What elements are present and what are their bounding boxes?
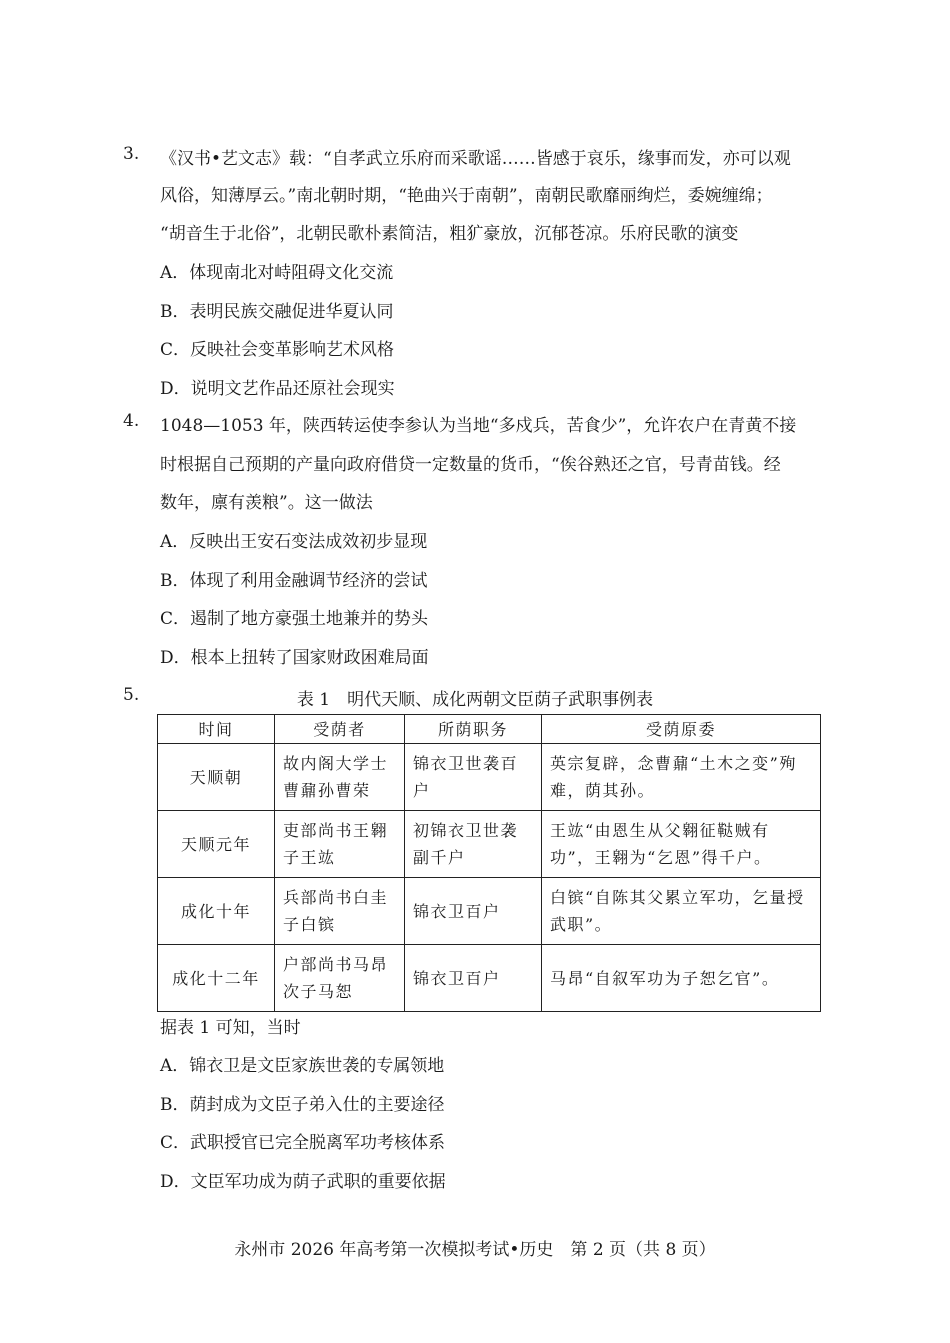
table-cell: 锦衣卫百户 bbox=[405, 878, 542, 945]
option-c[interactable]: C．武职授官已完全脱离军功考核体系 bbox=[160, 1133, 446, 1153]
option-d[interactable]: D．根本上扭转了国家财政困难局面 bbox=[160, 648, 429, 668]
table-cell: 初锦衣卫世袭副千户 bbox=[405, 811, 542, 878]
option-b[interactable]: B．体现了利用金融调节经济的尝试 bbox=[160, 571, 428, 591]
table-cell: 锦衣卫百户 bbox=[405, 945, 542, 1012]
table-cell: 故内阁大学士曹鼐孙曹荣 bbox=[275, 744, 405, 811]
option-c[interactable]: C．反映社会变革影响艺术风格 bbox=[160, 340, 395, 360]
question-stem-line: 1048—1053 年，陕西转运使李参认为当地“多戍兵，苦食少”，允许农户在青黄不接 bbox=[160, 416, 797, 436]
question-number: 3. bbox=[123, 144, 140, 164]
data-table bbox=[157, 714, 821, 1012]
question-stem-line: 时根据自己预期的产量向政府借贷一定数量的货币，“俟谷熟还之官，号青苗钱。经 bbox=[160, 455, 781, 475]
question-stem-line: 据表 1 可知，当时 bbox=[160, 1018, 301, 1038]
option-b[interactable]: B．荫封成为文臣子弟入仕的主要途径 bbox=[160, 1095, 445, 1115]
question-stem-line: 《汉书•艺文志》载：“自孝武立乐府而采歌谣……皆感于哀乐，缘事而发，亦可以观 bbox=[160, 149, 791, 169]
option-d[interactable]: D．说明文艺作品还原社会现实 bbox=[160, 379, 395, 399]
table-cell: 兵部尚书白圭子白镔 bbox=[275, 878, 405, 945]
table-row bbox=[158, 945, 821, 1012]
option-d[interactable]: D．文臣军功成为荫子武职的重要依据 bbox=[160, 1172, 446, 1192]
question-number: 5. bbox=[123, 685, 140, 705]
option-a[interactable]: A．反映出王安石变法成效初步显现 bbox=[160, 532, 428, 552]
option-a[interactable]: A．锦衣卫是文臣家族世袭的专属领地 bbox=[160, 1056, 445, 1076]
table-cell: 成化十二年 bbox=[158, 945, 275, 1012]
table-header-row bbox=[158, 715, 821, 744]
table-cell: 户部尚书马昂次子马恕 bbox=[275, 945, 405, 1012]
header-cell: 受荫原委 bbox=[542, 715, 821, 744]
table-caption: 表 1 明代天顺、成化两朝文臣荫子武职事例表 bbox=[296, 690, 654, 710]
option-c[interactable]: C．遏制了地方豪强土地兼并的势头 bbox=[160, 609, 429, 629]
table-cell: 马昂“自叙军功为子恕乞官”。 bbox=[542, 945, 821, 1012]
table-cell: 王竑“由恩生从父翱征鞑贼有功”，王翱为“乞恩”得千户。 bbox=[542, 811, 821, 878]
table-cell: 锦衣卫世袭百户 bbox=[405, 744, 542, 811]
header-cell: 受荫者 bbox=[275, 715, 405, 744]
table-row bbox=[158, 878, 821, 945]
page-footer: 永州市 2026 年高考第一次模拟考试•历史 第 2 页（共 8 页） bbox=[234, 1240, 716, 1260]
table-cell: 天顺朝 bbox=[158, 744, 275, 811]
table-row bbox=[158, 744, 821, 811]
question-stem-line: “胡音生于北俗”，北朝民歌朴素简洁，粗犷豪放，沉郁苍凉。乐府民歌的演变 bbox=[160, 224, 739, 244]
table-cell: 天顺元年 bbox=[158, 811, 275, 878]
option-b[interactable]: B．表明民族交融促进华夏认同 bbox=[160, 302, 394, 322]
question-stem-line: 数年，廪有羡粮”。这一做法 bbox=[160, 493, 373, 513]
question-number: 4. bbox=[123, 411, 140, 431]
header-cell: 所荫职务 bbox=[405, 715, 542, 744]
table-cell: 吏部尚书王翱子王竑 bbox=[275, 811, 405, 878]
table-cell: 成化十年 bbox=[158, 878, 275, 945]
table-cell: 英宗复辟，念曹鼐“土木之变”殉难，荫其孙。 bbox=[542, 744, 821, 811]
table-cell: 白镔“自陈其父累立军功，乞量授武职”。 bbox=[542, 878, 821, 945]
header-cell: 时间 bbox=[158, 715, 275, 744]
option-a[interactable]: A．体现南北对峙阻碍文化交流 bbox=[160, 263, 394, 283]
question-stem-line: 风俗，知薄厚云。”南北朝时期，“艳曲兴于南朝”，南朝民歌靡丽绚烂，委婉缠绵； bbox=[160, 186, 773, 206]
table-row bbox=[158, 811, 821, 878]
